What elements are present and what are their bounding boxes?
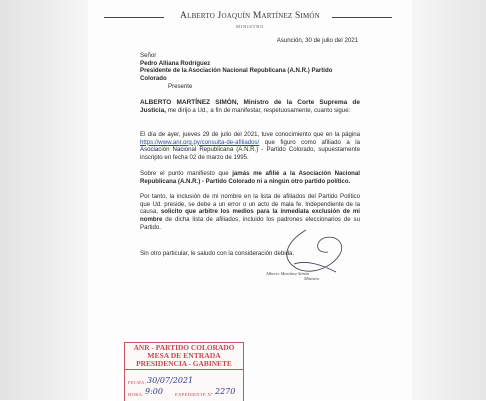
stamp-hora-label: HORA:: [128, 392, 144, 397]
stamp-line-2: MESA DE ENTRADA: [147, 351, 221, 360]
signature-block: [266, 271, 366, 281]
paragraph-2-text-b: que figuro como afiliado a la Asociación Nacional Republicana (A.N.R.) - Partido Colorado, supuestamente inscripto en fecha 02 de marzo de 1995.: [140, 138, 360, 162]
stamp-expediente-label: EXPEDIENTE Nº: [175, 392, 213, 397]
paragraph-4-text-a: Por tanto, la inclusión de mi nombre en la lista de afiliados del Partido Político que Ud. preside, se debe a un error o un acto de mala fe. Independiente de la causa,: [140, 193, 360, 216]
anr-link[interactable]: https://www.anr.org.py/consulta-de-afiliados/: [140, 138, 260, 146]
stamp-hora-value: 9:00: [145, 387, 163, 396]
address-block: [140, 52, 360, 91]
signature-role: Ministro: [304, 276, 320, 281]
paragraph-4-bold: solicito que arbitre los medios para la inmediata exclusión de mi nombre: [140, 208, 360, 224]
paragraph-4-text-b: de dicha lista de afiliados, incluido los padrones eleccionarios de su Partido.: [140, 216, 360, 231]
paragraph-2-text-a: El día de ayer, jueves 29 de julio del 2021, tuve conocimiento que en la página: [140, 131, 360, 138]
letterhead-name: Alberto Joaquín Martínez Simón: [180, 11, 320, 21]
presente-line: Presente: [168, 82, 193, 90]
background-right: [412, 0, 486, 400]
stamp-expediente-value: 2270: [215, 387, 236, 396]
paragraph-3-bold: jamás me afilié a la Asociación Nacional Republicana (A.N.R.) - Partido Colorado ni a ningún otro partido político.: [140, 170, 360, 185]
background-left: [0, 0, 88, 400]
intro-bold: ALBERTO MARTÍNEZ SIMÓN, Ministro de la Corte Suprema de Justicia,: [140, 99, 360, 114]
letterhead-role: MINISTRO: [235, 24, 265, 29]
paragraph-3: [140, 170, 360, 185]
recipient-position-cont: Colorado: [140, 75, 167, 83]
intro-rest: me dirijo a Ud., a fin de manifestar, respetuosamente, cuanto sigue:: [166, 106, 351, 114]
paragraph-2: [140, 131, 360, 162]
stamp-line-3: PRESIDENCIA - GABINETE: [125, 360, 243, 370]
stamp-line-1: ANR - PARTIDO COLORADO: [133, 343, 235, 352]
stamp-fecha-value: 30/07/2021: [147, 376, 194, 385]
reception-stamp: [124, 342, 244, 401]
date-line: Asunción, 30 de julio del 2021: [276, 37, 358, 44]
signature-name: Alberto Martínez Simón: [266, 271, 310, 276]
recipient-name: Pedro Alliana Rodríguez: [140, 59, 211, 67]
salutation: Señor: [140, 52, 157, 59]
closing-line: Sin otro particular, le saludo con la consideración debida.: [140, 250, 295, 257]
letter-sheet: [88, 0, 412, 400]
recipient-position: Presidente de la Asociación Nacional Republicana (A.N.R.) Partido: [140, 67, 333, 75]
stamp-fecha-label: FECHA:: [128, 380, 147, 385]
intro-paragraph: [140, 99, 360, 114]
paragraph-3-text-a: Sobre el punto manifiesto que: [140, 170, 233, 177]
